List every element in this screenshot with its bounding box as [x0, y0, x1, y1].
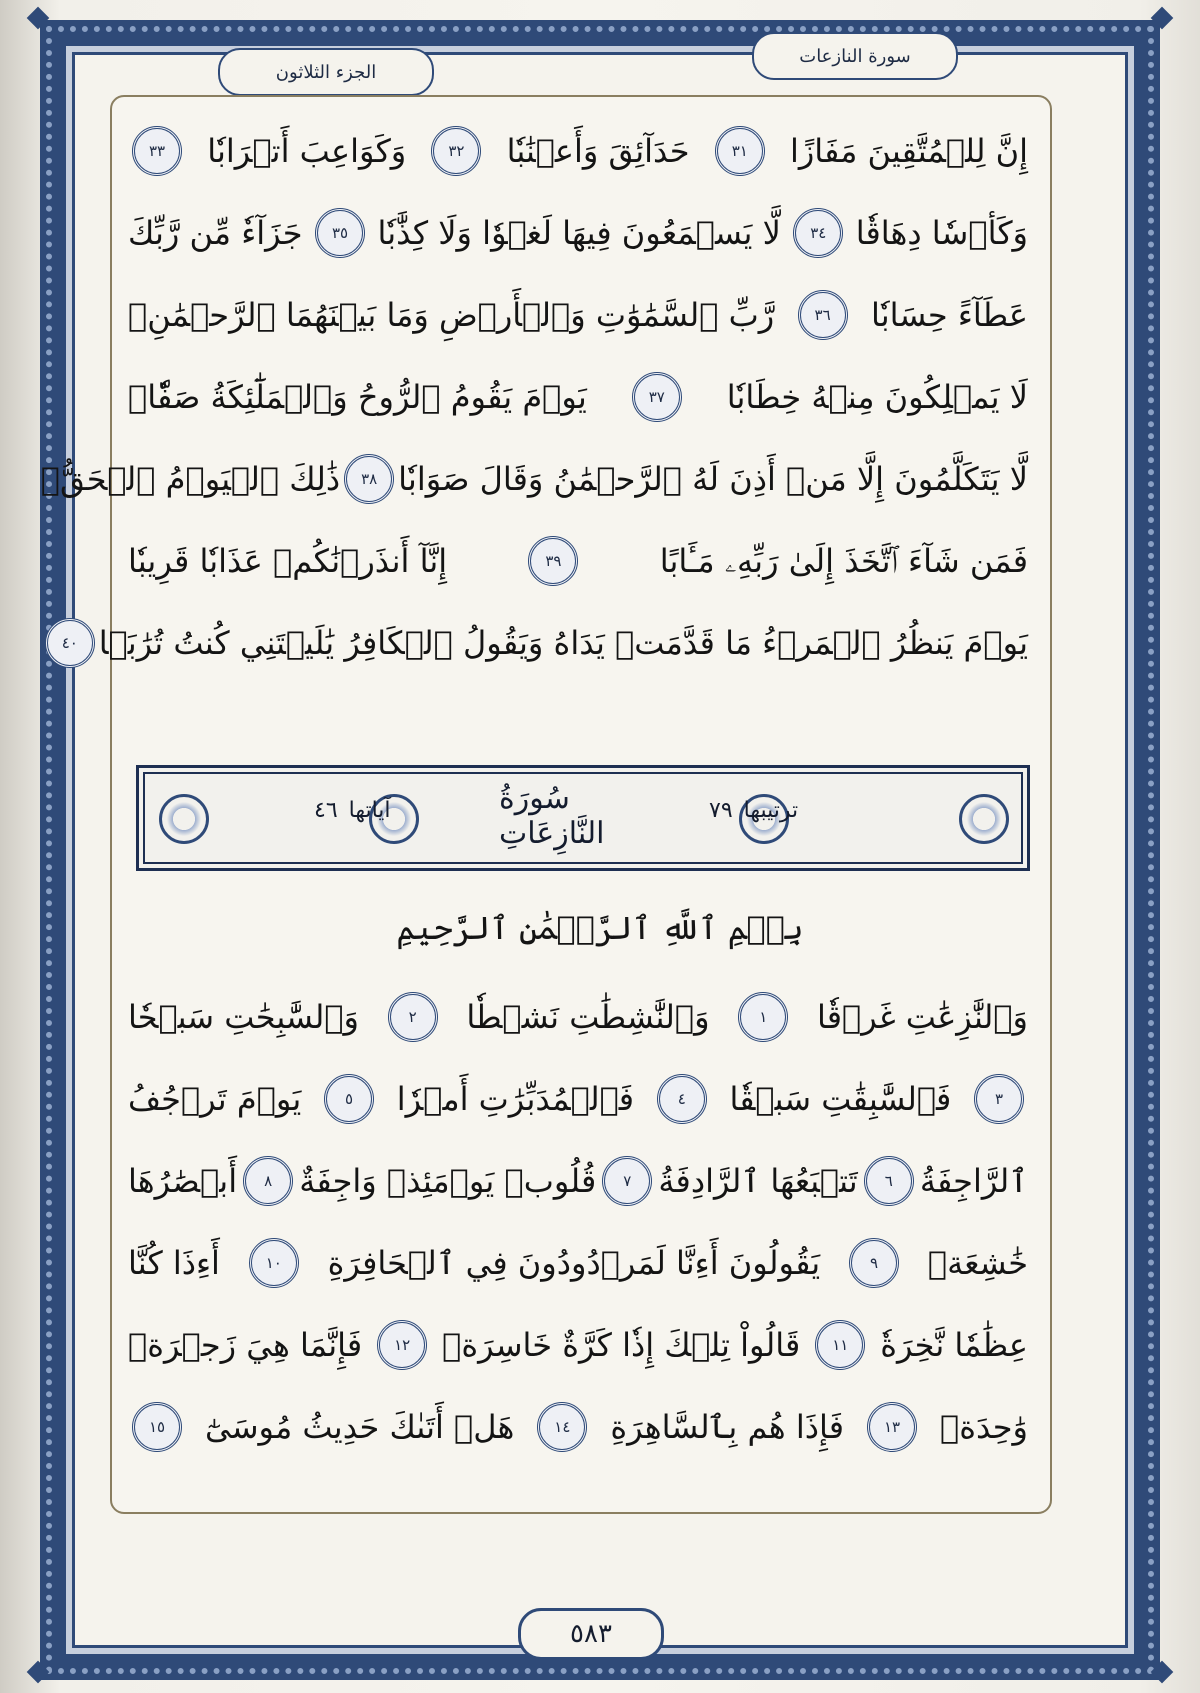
- verse-text: رَّبِّ ٱلسَّمَٰوَٰتِ وَٱلۡأَرۡضِ وَمَا بَيۡنَهُمَا ٱلرَّحۡمَٰنِۖ: [128, 296, 775, 334]
- ayah-number-marker: ٦: [864, 1156, 914, 1206]
- verse-text: أَبۡصَٰرُهَا: [128, 1162, 238, 1200]
- verse-line: [128, 1304, 1028, 1386]
- rosette-ornament: [959, 794, 1009, 844]
- header-juz-label: الجزء الثلاثون: [218, 48, 434, 96]
- verse-text: وَكَأۡسٗا دِهَاقٗا: [855, 214, 1028, 252]
- ayah-number-marker: ٧: [602, 1156, 652, 1206]
- ayah-number-marker: ٣٨: [344, 454, 394, 504]
- verse-text: يَوۡمَ يَقُومُ ٱلرُّوحُ وَٱلۡمَلَٰٓئِكَةُ صَفّٗاۖ: [128, 378, 587, 416]
- ayah-number-marker: ٣٩: [528, 536, 578, 586]
- surah-order-value: ٧٩: [709, 798, 733, 823]
- ayah-number-marker: ١٢: [377, 1320, 427, 1370]
- header-surah-name: سورة النازعات: [752, 32, 958, 80]
- ayah-number-marker: ٣٢: [431, 126, 481, 176]
- verse-text: وَٰحِدَةٞ: [940, 1408, 1028, 1446]
- verse-line: [128, 110, 1028, 192]
- verse-text: جَزَآءٗ مِّن رَّبِّكَ: [128, 214, 303, 252]
- verse-line: [40, 438, 1028, 520]
- verse-line: [128, 192, 1028, 274]
- verse-text: خَٰشِعَةٞ: [927, 1244, 1028, 1282]
- verse-text: عَطَآءً حِسَابٗا: [870, 296, 1028, 334]
- verse-text: ذَٰلِكَ ٱلۡيَوۡمُ ٱلۡحَقُّۖ: [40, 460, 341, 498]
- rosette-ornament: [159, 794, 209, 844]
- verse-line: [128, 1058, 1028, 1140]
- ayah-number-marker: ٣٤: [793, 208, 843, 258]
- verse-text: فَمَن شَآءَ ٱتَّخَذَ إِلَىٰ رَبِّهِۦ مَـَٔابًا: [659, 541, 1028, 580]
- ayah-number-marker: ١١: [815, 1320, 865, 1370]
- verse-line: [128, 976, 1028, 1058]
- verse-text: وَٱلنَّٰزِعَٰتِ غَرۡقٗا: [816, 998, 1028, 1036]
- ayah-number-marker: ٤: [657, 1074, 707, 1124]
- verse-text: إِنَّآ أَنذَرۡنَٰكُمۡ عَذَابٗا قَرِيبٗا: [128, 542, 448, 580]
- ayah-number-marker: ١٣: [867, 1402, 917, 1452]
- verse-text: يَوۡمَ تَرۡجُفُ: [128, 1080, 302, 1118]
- verse-text: لَّا يَسۡمَعُونَ فِيهَا لَغۡوٗا وَلَا كِذَّٰبٗا: [377, 214, 781, 252]
- verse-text: يَوۡمَ يَنظُرُ ٱلۡمَرۡءُ مَا قَدَّمَتۡ يَدَاهُ وَيَقُولُ ٱلۡكَافِرُ يَٰلَيۡتَنِي كُنتُ تُرَٰبَۢا: [98, 624, 1028, 662]
- ayah-number-marker: ١٥: [132, 1402, 182, 1452]
- ayah-number-marker: ٢: [388, 992, 438, 1042]
- ayah-number-marker: ٣٥: [315, 208, 365, 258]
- verse-line: [128, 356, 1028, 438]
- verses-block-1: [40, 110, 1028, 684]
- verse-line: [61, 602, 1028, 684]
- ayah-number-marker: ٨: [243, 1156, 293, 1206]
- ayah-number-marker: ١: [738, 992, 788, 1042]
- verse-text: حَدَآئِقَ وَأَعۡنَٰبٗا: [506, 132, 690, 170]
- verse-text: أَءِذَا كُنَّا: [128, 1244, 220, 1282]
- verse-text: فَإِنَّمَا هِيَ زَجۡرَةٞ: [128, 1326, 363, 1364]
- verse-text: فَٱلسَّٰبِقَٰتِ سَبۡقٗا: [729, 1080, 952, 1118]
- verse-text: وَكَوَاعِبَ أَتۡرَابٗا: [207, 132, 407, 170]
- verse-text: هَلۡ أَتَىٰكَ حَدِيثُ مُوسَىٰٓ: [205, 1408, 515, 1446]
- surah-order: [709, 798, 798, 823]
- basmala: بِسۡمِ ٱللَّهِ ٱلرَّحۡمَٰنِ ٱلرَّحِيمِ: [396, 909, 804, 947]
- verse-text: فَٱلۡمُدَبِّرَٰتِ أَمۡرٗا: [396, 1080, 635, 1118]
- verses-block-2: [128, 976, 1028, 1468]
- verse-text: تَتۡبَعُهَا ٱلرَّادِفَةُ: [658, 1162, 858, 1200]
- ayah-number-marker: ٥: [324, 1074, 374, 1124]
- verse-text: وَٱلسَّٰبِحَٰتِ سَبۡحٗا: [128, 998, 359, 1036]
- verse-text: قَالُواْ تِلۡكَ إِذٗا كَرَّةٌ خَاسِرَةٞ: [442, 1326, 801, 1364]
- verse-text: لَّا يَتَكَلَّمُونَ إِلَّا مَنۡ أَذِنَ لَهُ ٱلرَّحۡمَٰنُ وَقَالَ صَوَابٗا: [398, 460, 1028, 498]
- ayah-number-marker: ٩: [849, 1238, 899, 1288]
- ayah-number-marker: ٣٦: [798, 290, 848, 340]
- surah-order-label: ترتيبها: [743, 798, 799, 823]
- verse-text: عِظَٰمٗا نَّخِرَةٗ: [880, 1326, 1028, 1364]
- ayah-number-marker: ٣٧: [632, 372, 682, 422]
- ayah-number-marker: ٣٣: [132, 126, 182, 176]
- verse-line: [128, 1386, 1028, 1468]
- verse-text: لَا يَمۡلِكُونَ مِنۡهُ خِطَابٗا: [726, 378, 1028, 416]
- verse-line: [128, 1222, 1028, 1304]
- verse-line: [128, 520, 1028, 602]
- surah-ayat-label: آياتها: [348, 798, 391, 823]
- surah-ayat-value: ٤٦: [314, 798, 338, 823]
- surah-title: سُورَةُ النَّازِعَاتِ: [499, 781, 605, 851]
- verse-line: [128, 1140, 1028, 1222]
- page-number: ٥٨٣: [518, 1608, 664, 1660]
- verse-text: يَقُولُونَ أَءِنَّا لَمَرۡدُودُونَ فِي ٱلۡحَافِرَةِ: [327, 1244, 821, 1282]
- ayah-number-marker: ٣١: [715, 126, 765, 176]
- ayah-number-marker: ٤٠: [45, 618, 95, 668]
- ayah-number-marker: ٣: [974, 1074, 1024, 1124]
- verse-text: إِنَّ لِلۡمُتَّقِينَ مَفَازًا: [789, 132, 1028, 170]
- verse-text: قُلُوبٞ يَوۡمَئِذٖ وَاجِفَةٌ: [299, 1162, 597, 1200]
- verse-text: فَإِذَا هُم بِٱلسَّاهِرَةِ: [610, 1408, 845, 1446]
- ayah-number-marker: ١٤: [537, 1402, 587, 1452]
- verse-text: ٱلرَّاجِفَةُ: [919, 1162, 1028, 1200]
- surah-title-banner: [136, 765, 1030, 871]
- verse-text: وَٱلنَّٰشِطَٰتِ نَشۡطٗا: [466, 998, 710, 1036]
- verse-line: [128, 274, 1028, 356]
- surah-ayat-count: [314, 798, 391, 823]
- ayah-number-marker: ١٠: [249, 1238, 299, 1288]
